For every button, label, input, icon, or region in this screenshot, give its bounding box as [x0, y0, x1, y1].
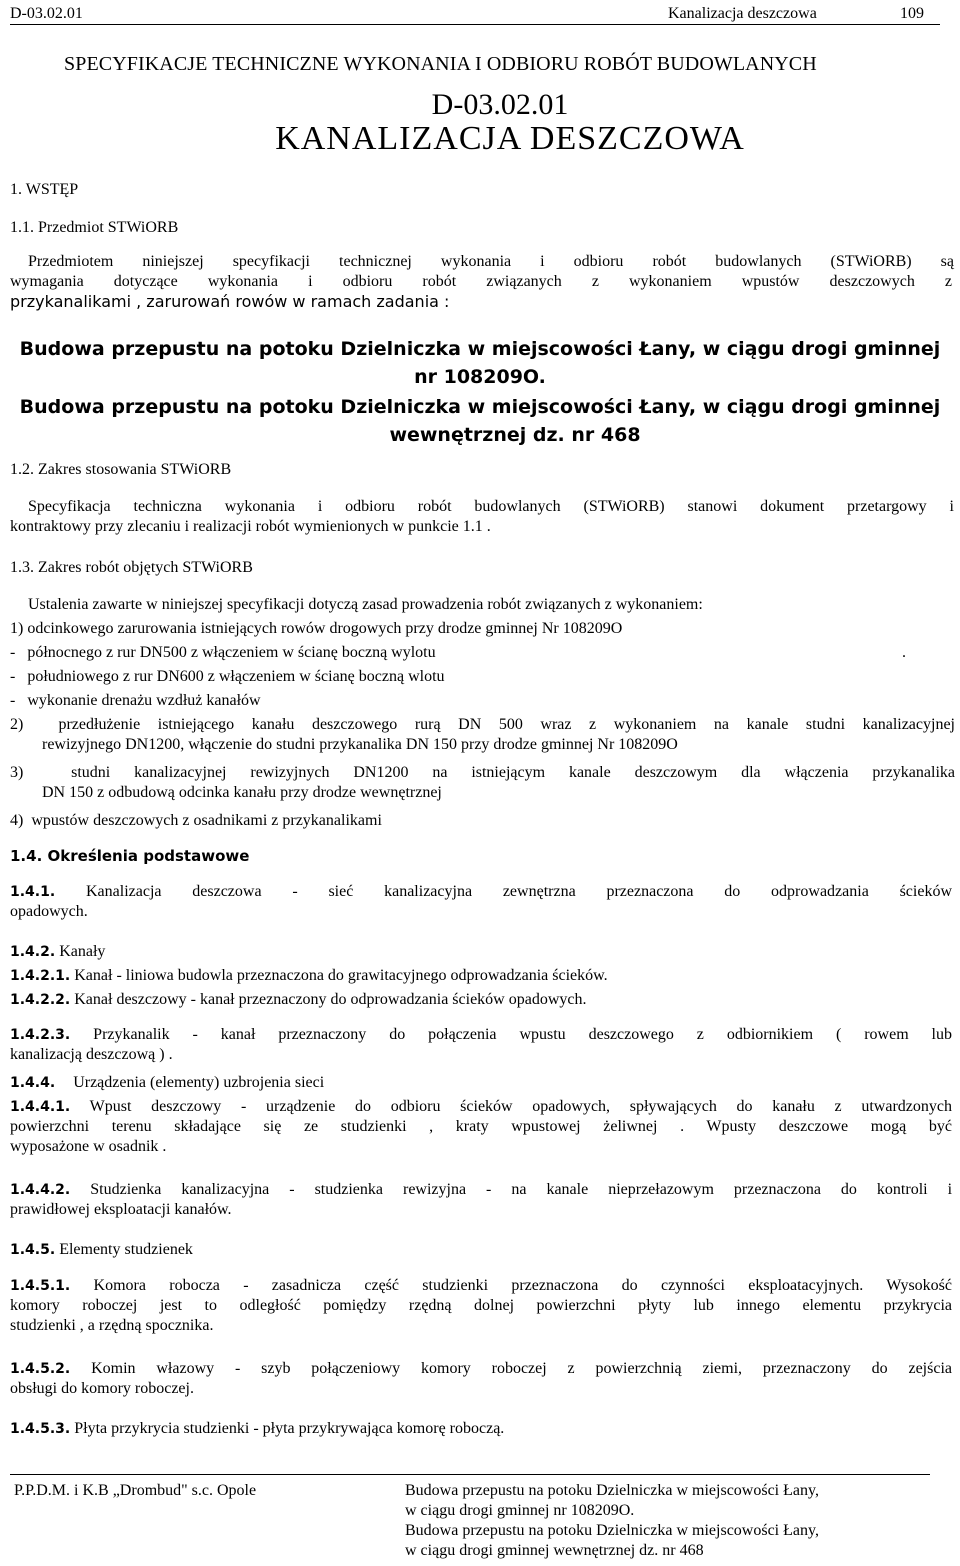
paragraph-line: wymagania dotyczące wykonania i odbioru robót związanych z wykonaniem wpustów deszczowych z [10, 273, 952, 290]
definition-text: Kanały [59, 943, 106, 960]
definition-line [10, 1097, 952, 1117]
definition-text: Studzienka kanalizacyjna - studzienka rewizyjna - na kanale nieprzełazowym przeznaczona do kontroli i [90, 1181, 953, 1198]
definition-1-4-2-1 [10, 966, 952, 986]
definition-text: Płyta przykrycia studzienki - płyta przykrywająca komorę roboczą. [74, 1420, 505, 1437]
project-line: Budowa przepustu na potoku Dzielniczka w miejscowości Łany, w ciągu drogi gminnej [19, 396, 941, 418]
definition-number: 1.4.5.1. [10, 1278, 71, 1294]
section-number: 1.4. [10, 847, 43, 865]
definition-1-4-5-1 [10, 1276, 952, 1336]
header-code: D-03.02.01 [10, 5, 83, 22]
definition-text: Komin włazowy - szyb połączeniowy komory roboczej z powierzchnią ziemi, przeznaczony do zejścia [91, 1360, 953, 1377]
definition-text: Kanalizacja deszczowa - sieć kanalizacyjna zewnętrzna przeznaczona do odprowadzania ścieków [85, 883, 953, 900]
definition-line [10, 1359, 952, 1379]
definition-number: 1.4.2.3. [10, 1027, 71, 1043]
paragraph-line: Przedmiotem niniejszej specyfikacji technicznej wykonania i odbioru robót budowlanych (STWiORB) są [28, 253, 954, 270]
footer-line: w ciągu drogi gminnej nr 108209O. [405, 1502, 635, 1519]
footer-line: w ciągu drogi gminnej wewnętrznej dz. nr 468 [405, 1542, 704, 1559]
footer-project-info [405, 1481, 819, 1561]
definition-line: opadowych. [10, 903, 88, 920]
definition-line: powierzchni terenu składające się ze studzienki , kraty wpustowej żeliwnej . Wpusty deszczowe mogą być [10, 1118, 952, 1135]
definition-line [10, 1180, 952, 1200]
footer-rule [10, 1474, 930, 1475]
definition-1-4-4-1 [10, 1097, 952, 1157]
list-item: 1) odcinkowego zarurowania istniejących rowów drogowych przy drodze gminnej Nr 108209O [10, 620, 623, 637]
section-number: 1.3. [10, 559, 34, 576]
definition-1-4-4-2 [10, 1180, 952, 1220]
project-line: Budowa przepustu na potoku Dzielniczka w miejscowości Łany, w ciągu drogi gminnej [19, 338, 941, 360]
section-1-1-heading [10, 218, 178, 238]
definition-number: 1.4.4.1. [10, 1099, 71, 1115]
section-1-4-heading [10, 847, 249, 866]
section-1-3-heading [10, 558, 253, 578]
definition-number: 1.4.5. [10, 1242, 56, 1258]
header-topic: Kanalizacja deszczowa [668, 5, 817, 22]
document-title: SPECYFIKACJE TECHNICZNE WYKONANIA I ODBIORU ROBÓT BUDOWLANYCH [64, 53, 817, 75]
definition-text: Kanał - liniowa budowla przeznaczona do grawitacyjnego odprowadzania ścieków. [74, 967, 608, 984]
section-number: 1.1. [10, 219, 34, 236]
list-item-line: DN 150 z odbudową odcinka kanału przy drodze wewnętrznej [42, 784, 442, 801]
project-line: nr 108209O. [414, 365, 546, 388]
definition-1-4-2-3 [10, 1025, 952, 1065]
page-number: 109 [900, 5, 924, 22]
list-item: - południowego z rur DN600 z włączeniem w ścianę boczną wlotu [10, 668, 445, 685]
section-title: WSTĘP [25, 181, 79, 198]
section-number: 1. [10, 181, 22, 198]
definition-1-4-5-2 [10, 1359, 952, 1399]
definition-line: komory roboczej jest to odległość pomiędzy rzędną dolnej powierzchni płyty lub innego elementu przykrycia [10, 1297, 952, 1314]
definition-line: studzienki , a rzędną spocznika. [10, 1317, 214, 1334]
list-item [10, 763, 955, 803]
section-title: Określenia podstawowe [47, 847, 250, 865]
section-1-3-intro: Ustalenia zawarte w niniejszej specyfikacji dotyczą zasad prowadzenia robót związanych z wykonaniem: [28, 596, 703, 613]
project-2 [10, 394, 950, 449]
document-code: D-03.02.01 [431, 88, 569, 121]
section-1-heading [10, 180, 78, 200]
definition-text: Urządzenia (elementy) uzbrojenia sieci [73, 1074, 325, 1091]
definition-line: kanalizacją deszczową ) . [10, 1046, 173, 1063]
section-title: Zakres stosowania STWiORB [38, 461, 232, 478]
definition-number: 1.4.5.3. [10, 1421, 71, 1437]
definition-1-4-2 [10, 942, 952, 962]
definition-number: 1.4.2.2. [10, 992, 71, 1008]
definition-text: Przykanalik - kanał przeznaczony do połączenia wpustu deszczowego z odbiornikiem ( rowem lub [93, 1026, 952, 1043]
section-1-2-heading [10, 460, 231, 480]
definition-line: wyposażone w osadnik . [10, 1138, 167, 1155]
footer-line: Budowa przepustu na potoku Dzielniczka w miejscowości Łany, [405, 1522, 819, 1539]
list-item: - północnego z rur DN500 z włączeniem w ścianę boczną wylotu [10, 644, 436, 661]
definition-1-4-5-3 [10, 1419, 952, 1439]
definition-text: Elementy studzienek [59, 1241, 193, 1258]
definition-line [10, 1025, 952, 1045]
list-item: 4) wpustów deszczowych z osadnikami z przykanalikami [10, 812, 382, 829]
paragraph-line: kontraktowy przy zlecaniu i realizacji robót wymienionych w punkcie 1.1 . [10, 518, 491, 535]
definition-number: 1.4.1. [10, 884, 56, 900]
list-item: - wykonanie drenażu wzdłuż kanałów [10, 692, 261, 709]
definition-line: obsługi do komory roboczej. [10, 1380, 194, 1397]
list-item-line: 3) studni kanalizacyjnej rewizyjnych DN1200 na istniejącym kanale deszczowym dla włączenia przykanalika [10, 764, 955, 781]
project-1 [10, 336, 950, 391]
definition-line [10, 1276, 952, 1296]
section-1-2-paragraph [10, 497, 954, 537]
document-subject: KANALIZACJA DESZCZOWA [275, 120, 745, 157]
section-title: Zakres robót objętych STWiORB [38, 559, 253, 576]
paragraph-line: przykanalikami , zarurowań rowów w ramach zadania : [10, 292, 450, 311]
definition-1-4-2-2 [10, 990, 952, 1010]
definition-number: 1.4.2. [10, 944, 56, 960]
list-item-line: rewizyjnego DN1200, włączenie do studni przykanalika DN 150 przy drodze gminnej Nr 108209O [42, 736, 678, 753]
definition-text: Komora robocza - zasadnicza część studzienki przeznaczona do czynności eksploatacyjnych. Wysokość [93, 1277, 953, 1294]
section-1-1-paragraph [10, 252, 954, 312]
section-number: 1.2. [10, 461, 34, 478]
definition-number: 1.4.4. [10, 1075, 56, 1091]
definition-1-4-4 [10, 1073, 952, 1093]
list-item-line: 2) przedłużenie istniejącego kanału deszczowego rurą DN 500 wraz z wykonaniem na kanale studni kanalizacyjnej [10, 716, 955, 733]
footer-line: Budowa przepustu na potoku Dzielniczka w miejscowości Łany, [405, 1482, 819, 1499]
definition-number: 1.4.5.2. [10, 1361, 71, 1377]
list-item [10, 715, 955, 755]
definition-number: 1.4.2.1. [10, 968, 71, 984]
project-line: wewnętrznej dz. nr 468 [389, 423, 641, 446]
definition-1-4-1 [10, 882, 952, 922]
definition-line [10, 882, 952, 902]
list-item-dot: . [902, 644, 906, 661]
paragraph-line: Specyfikacja techniczna wykonania i odbioru robót budowlanych (STWiORB) stanowi dokument przetargowy i [28, 498, 954, 515]
header-rule [10, 24, 940, 25]
section-title: Przedmiot STWiORB [38, 219, 179, 236]
definition-line: prawidłowej eksploatacji kanałów. [10, 1201, 232, 1218]
footer-company: P.P.D.M. i K.B „Drombud" s.c. Opole [14, 1482, 257, 1499]
definition-number: 1.4.4.2. [10, 1182, 71, 1198]
definition-text: Wpust deszczowy - urządzenie do odbioru ścieków opadowych, spływających do kanału z utwardzonych [89, 1098, 952, 1115]
definition-text: Kanał deszczowy - kanał przeznaczony do odprowadzania ścieków opadowych. [74, 991, 587, 1008]
definition-1-4-5 [10, 1240, 952, 1260]
